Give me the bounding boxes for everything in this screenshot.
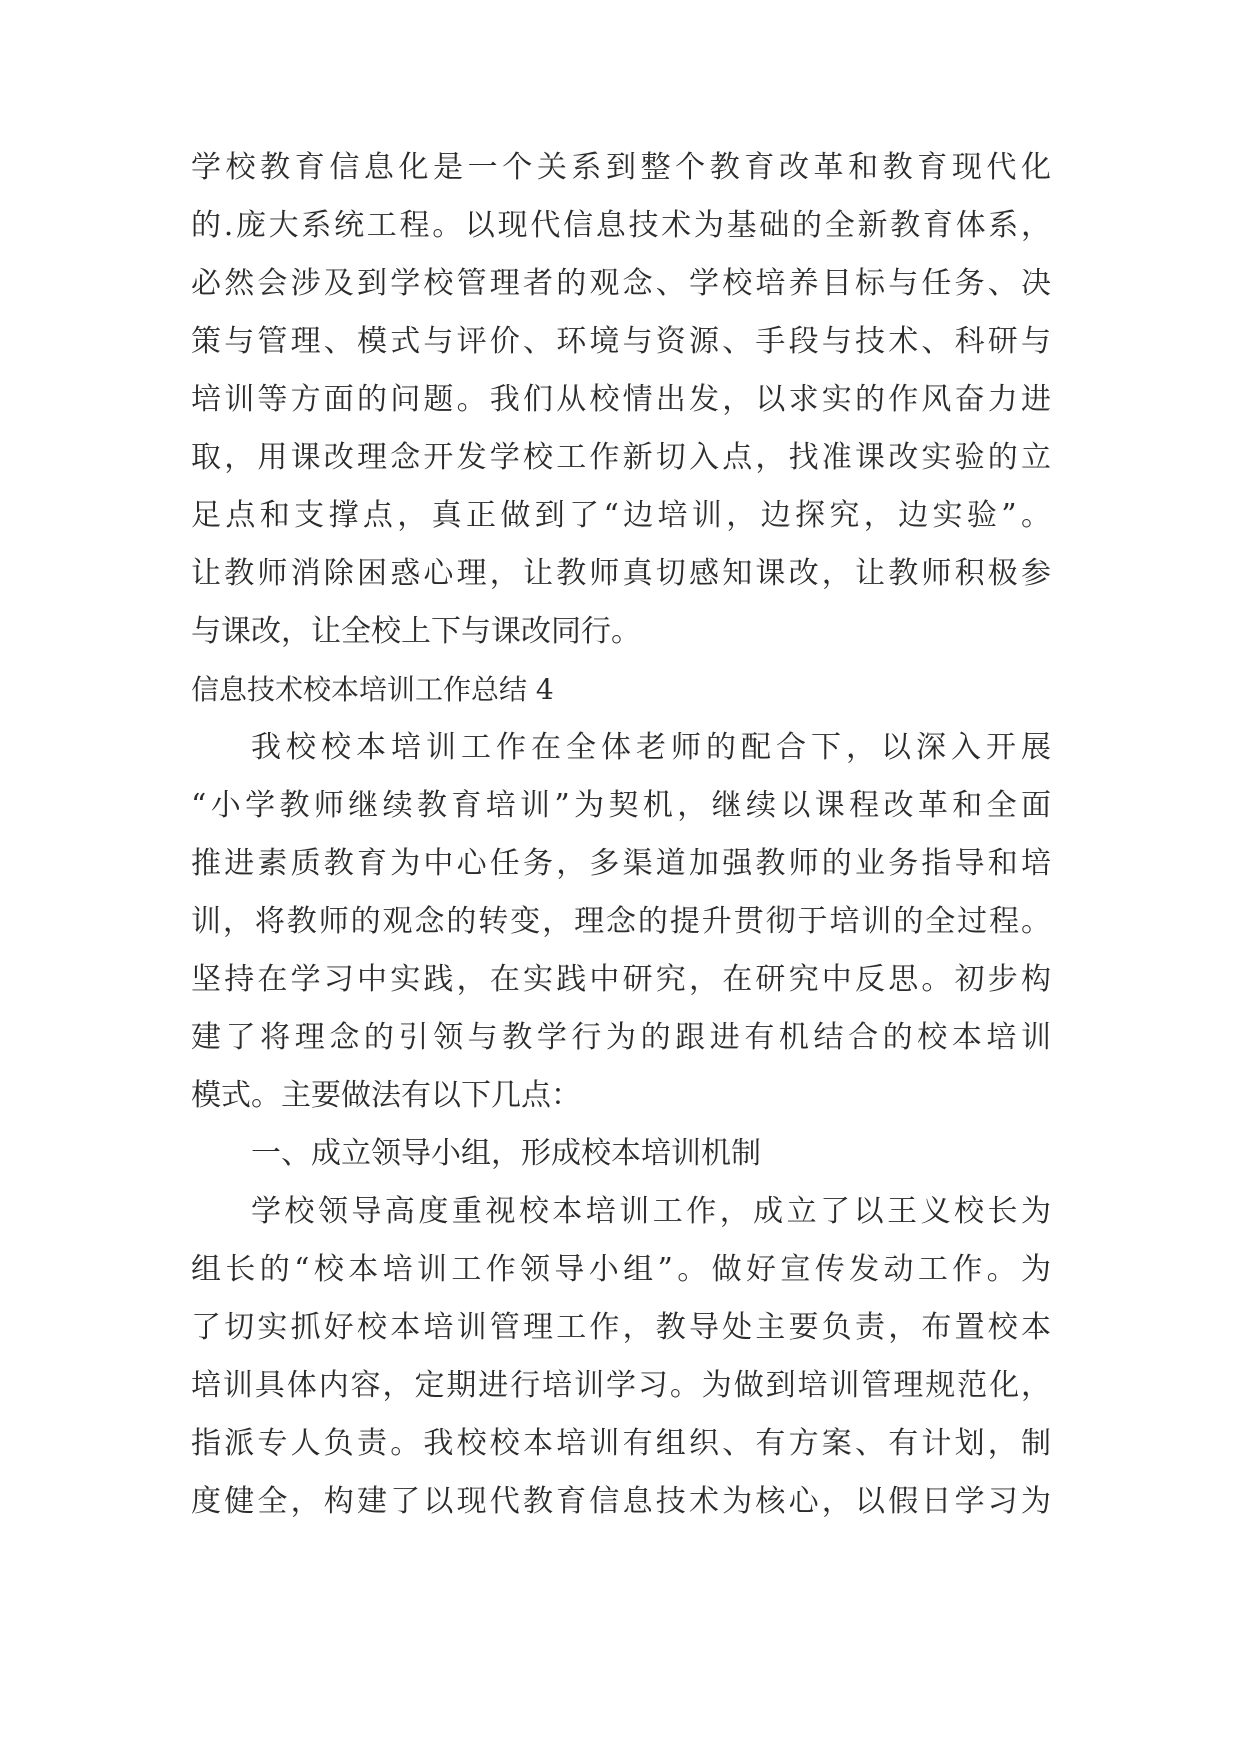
paragraph-line: 训，将教师的观念的转变，理念的提升贯彻于培训的全过程。 [191, 904, 1051, 939]
paragraph-line: 必然会涉及到学校管理者的观念、学校培养目标与任务、决 [191, 266, 1051, 301]
section-title: 信息技术校本培训工作总结 4 [191, 673, 554, 706]
paragraph-line: 度健全，构建了以现代教育信息技术为核心，以假日学习为 [191, 1484, 1051, 1519]
paragraph-line: “小学教师继续教育培训”为契机，继续以课程改革和全面 [191, 788, 1051, 823]
paragraph-line: 培训等方面的问题。我们从校情出发，以求实的作风奋力进 [191, 382, 1051, 417]
paragraph-line: 学校教育信息化是一个关系到整个教育改革和教育现代化 [191, 150, 1051, 185]
paragraph-line: 指派专人负责。我校校本培训有组织、有方案、有计划，制 [191, 1426, 1051, 1461]
paragraph-line: 让教师消除困惑心理，让教师真切感知课改，让教师积极参 [191, 556, 1051, 591]
paragraph-line: 培训具体内容，定期进行培训学习。为做到培训管理规范化， [191, 1368, 1051, 1403]
paragraph-line: 推进素质教育为中心任务，多渠道加强教师的业务指导和培 [191, 846, 1051, 881]
subheading: 一、成立领导小组，形成校本培训机制 [251, 1136, 761, 1171]
paragraph-line: 学校领导高度重视校本培训工作，成立了以王义校长为 [251, 1194, 1051, 1229]
paragraph-line: 取，用课改理念开发学校工作新切入点，找准课改实验的立 [191, 440, 1051, 475]
paragraph-line: 我校校本培训工作在全体老师的配合下，以深入开展 [251, 730, 1051, 765]
paragraph-line: 策与管理、模式与评价、环境与资源、手段与技术、科研与 [191, 324, 1051, 359]
paragraph-line: 足点和支撑点，真正做到了“边培训，边探究，边实验”。 [191, 498, 1051, 533]
paragraph-line: 建了将理念的引领与教学行为的跟进有机结合的校本培训 [191, 1020, 1051, 1055]
paragraph-line: 了切实抓好校本培训管理工作，教导处主要负责，布置校本 [191, 1310, 1051, 1345]
paragraph-line: 组长的“校本培训工作领导小组”。做好宣传发动工作。为 [191, 1252, 1051, 1287]
paragraph-line: 坚持在学习中实践，在实践中研究，在研究中反思。初步构 [191, 962, 1051, 997]
paragraph-line: 模式。主要做法有以下几点： [191, 1078, 581, 1113]
paragraph-line: 与课改，让全校上下与课改同行。 [191, 614, 641, 649]
paragraph-line: 的.庞大系统工程。以现代信息技术为基础的全新教育体系， [191, 208, 1051, 243]
